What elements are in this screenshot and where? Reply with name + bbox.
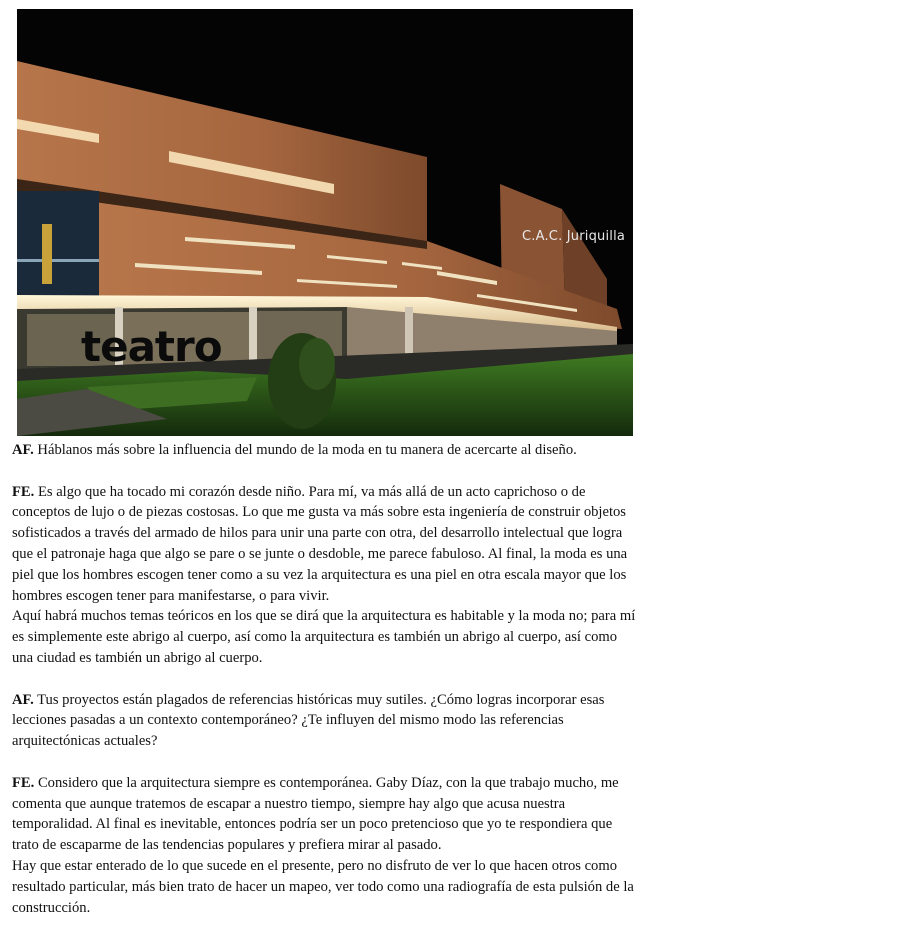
speaker-label: AF. (12, 691, 34, 708)
paragraph-text: Es algo que ha tocado mi corazón desde niño. Para mí, va más allá de un acto caprichoso o de conceptos de lujo o de piezas costosas. Lo que me gusta va más sobre esta ingeniería de construir objetos sofisticados a través del armado de hilos para unir una parte con otra, del desarrollo intelectual que logra que el patronaje haga que algo se pare o se junte o desdoble, me parece fabuloso. Al final, la moda es una piel que los hombres escogen tener como a su vez la arquitectura es una piel en otra escala mayor que los hombres escogen tener para manifestarse, o para vivir. (12, 483, 628, 604)
teatro-sign: teatro (81, 322, 222, 371)
interview-answer-continued (12, 856, 637, 918)
interview-question (12, 440, 637, 461)
paragraph-text: Háblanos más sobre la influencia del mundo de la moda en tu manera de acercarte al diseño. (37, 442, 577, 458)
paragraph-text: Hay que estar enterado de lo que sucede en el presente, pero no disfruto de ver lo que hacen otros como resultado particular, más bien trato de hacer un mapeo, ver todo como una radiografía de esta pulsión de la construcción. (12, 857, 634, 916)
interview-answer (12, 482, 637, 607)
speaker-label: AF. (12, 442, 34, 458)
photo-watermark: C.A.C. Juriquilla (522, 229, 626, 244)
building-night-illustration (17, 9, 633, 436)
paragraph-text: Tus proyectos están plagados de referencias históricas muy sutiles. ¿Cómo logras incorporar esas lecciones pasadas a un contexto contemporáneo? ¿Te influyen del mismo modo las referencias arquitectónicas actuales? (12, 691, 605, 750)
interview-article (12, 440, 637, 939)
paragraph-text: Considero que la arquitectura siempre es contemporánea. Gaby Díaz, con la que trabajo mucho, me comenta que aunque tratemos de escapar a nuestro tiempo, siempre hay algo que acusa nuestra temporalidad. Al final es inevitable, entonces podría ser un poco pretencioso que yo te respondiera que trato de escaparme de las tendencias populares y prefiera mirar al pasado. (12, 774, 619, 854)
building-photo (17, 9, 633, 436)
speaker-label: FE. (12, 774, 35, 791)
speaker-label: FE. (12, 483, 35, 500)
interview-answer-continued (12, 606, 637, 668)
interview-answer (12, 773, 637, 856)
interview-question (12, 690, 637, 752)
paragraph-text: Aquí habrá muchos temas teóricos en los que se dirá que la arquitectura es habitable y la moda no; para mí es simplemente este abrigo al cuerpo, así como la arquitectura es también un abrigo al cuerpo, así como una ciudad es también un abrigo al cuerpo. (12, 608, 636, 666)
